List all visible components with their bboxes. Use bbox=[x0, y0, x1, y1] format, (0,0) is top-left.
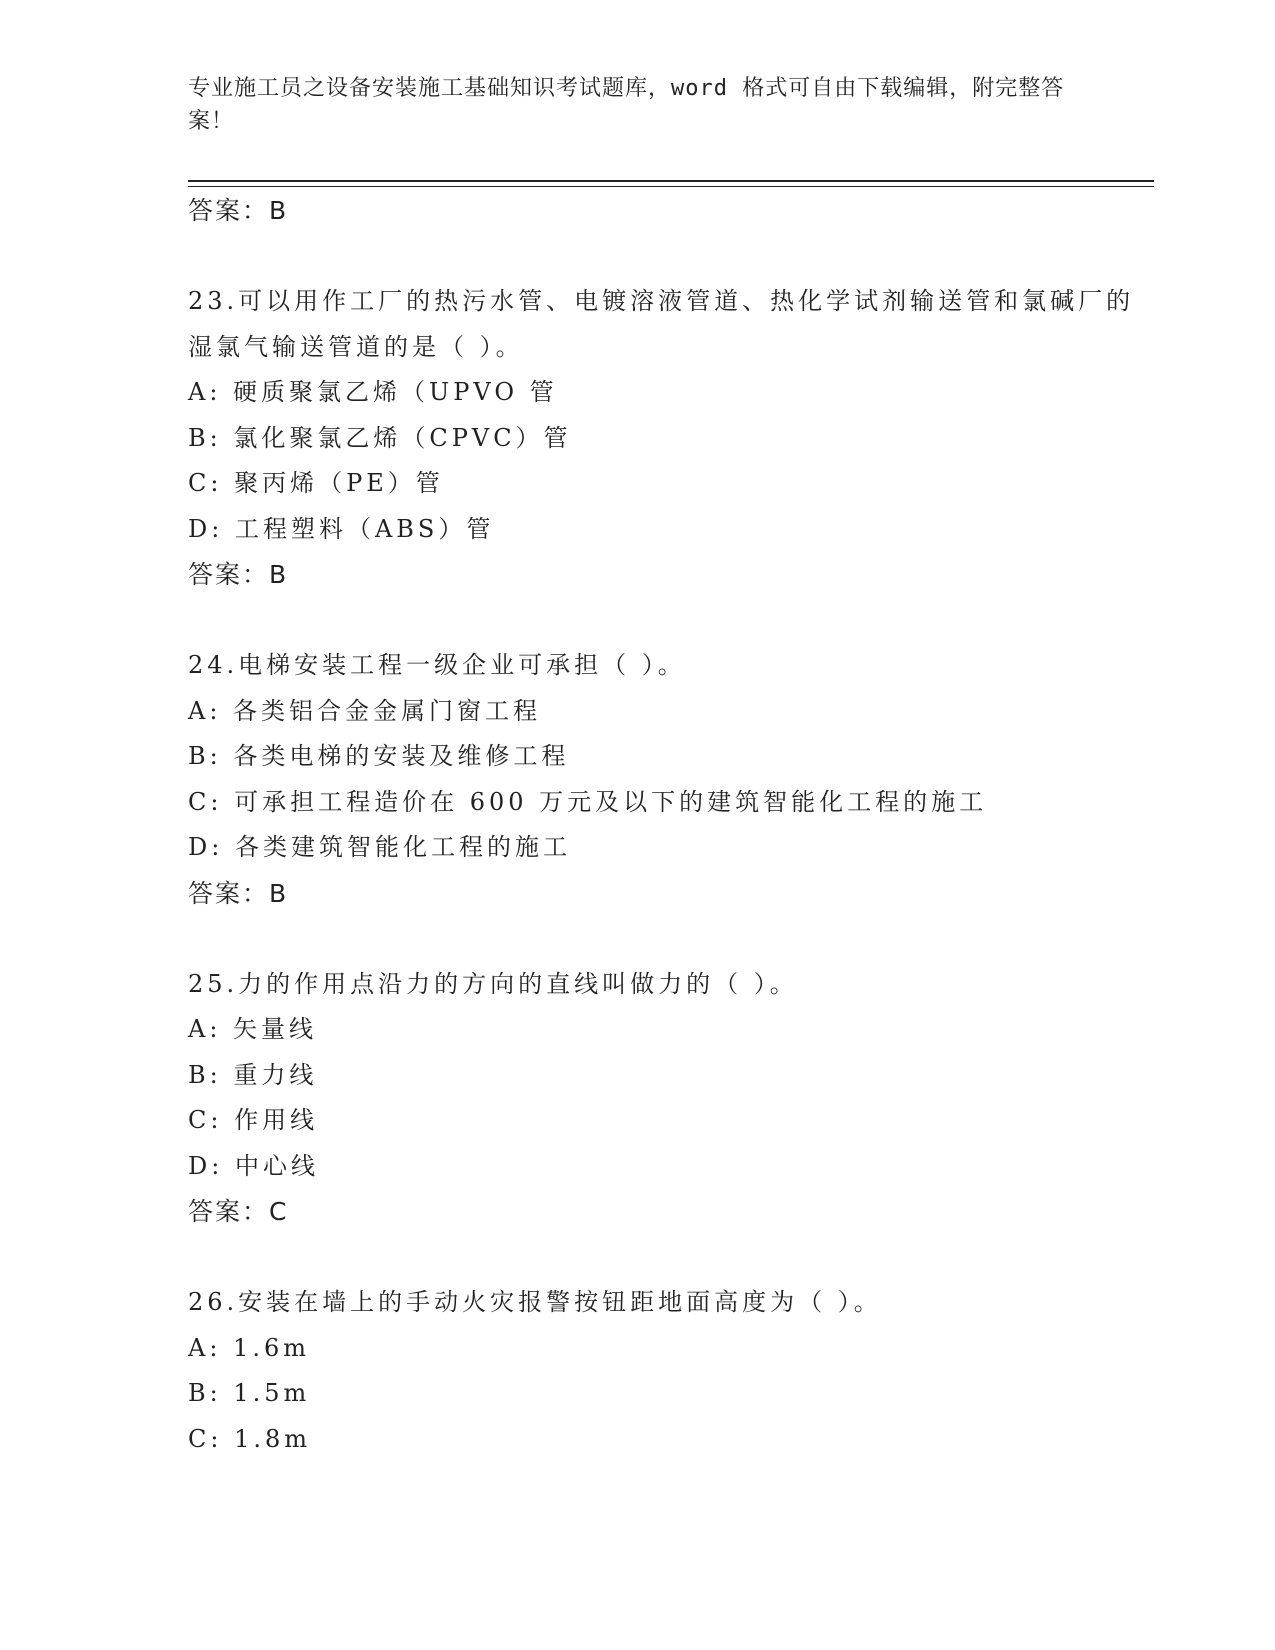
question-block bbox=[188, 643, 1148, 916]
option-d: D: 中心线 bbox=[188, 1151, 319, 1180]
option-b: B: 重力线 bbox=[188, 1060, 318, 1089]
option-b: B: 各类电梯的安装及维修工程 bbox=[188, 742, 570, 770]
answer-line: 答案：B bbox=[188, 878, 289, 908]
spacer bbox=[188, 1235, 1148, 1281]
spacer bbox=[188, 234, 1148, 280]
question-text: 26.安装在墙上的手动火灾报警按钮距地面高度为（ ）。 bbox=[188, 1288, 882, 1316]
option-c: C: 作用线 bbox=[188, 1106, 319, 1134]
question-list bbox=[188, 188, 1148, 1462]
answer-line: 答案：B bbox=[188, 560, 289, 589]
question-block bbox=[188, 1280, 1148, 1462]
option-c: C: 可承担工程造价在 600 万元及以下的建筑智能化工程的施工 bbox=[188, 787, 988, 816]
spacer bbox=[188, 598, 1148, 644]
answer-line: 答案：C bbox=[188, 1197, 289, 1226]
option-c: C: 聚丙烯（PE）管 bbox=[188, 469, 444, 497]
question-text: 23.可以用作工厂的热污水管、电镀溶液管道、热化学试剂输送管和氯碱厂的湿氯气输送管道的是（ ）。 bbox=[188, 287, 1135, 361]
question-block bbox=[188, 279, 1148, 598]
option-c: C: 1.8m bbox=[188, 1424, 312, 1453]
document-header: 专业施工员之设备安装施工基础知识考试题库，word 格式可自由下载编辑，附完整答案！ bbox=[188, 76, 1065, 134]
header-rule-thin bbox=[188, 186, 1154, 187]
option-b: B: 1.5m bbox=[188, 1379, 311, 1407]
option-a: A: 各类铝合金金属门窗工程 bbox=[188, 696, 542, 725]
question-block bbox=[188, 962, 1148, 1235]
option-d: D: 各类建筑智能化工程的施工 bbox=[188, 833, 571, 861]
header-rule-thick bbox=[188, 180, 1154, 182]
option-b: B: 氯化聚氯乙烯（CPVC）管 bbox=[188, 423, 572, 452]
question-text: 25.力的作用点沿力的方向的直线叫做力的（ ）。 bbox=[188, 969, 798, 998]
option-a: A: 1.6m bbox=[188, 1333, 310, 1362]
spacer bbox=[188, 916, 1148, 962]
question-text: 24.电梯安装工程一级企业可承担（ ）。 bbox=[188, 651, 686, 679]
answer-line: 答案：B bbox=[188, 196, 289, 225]
option-d: D: 工程塑料（ABS）管 bbox=[188, 514, 495, 543]
option-a: A: 矢量线 bbox=[188, 1015, 318, 1043]
option-a: A: 硬质聚氯乙烯（UPVO 管 bbox=[188, 378, 558, 406]
